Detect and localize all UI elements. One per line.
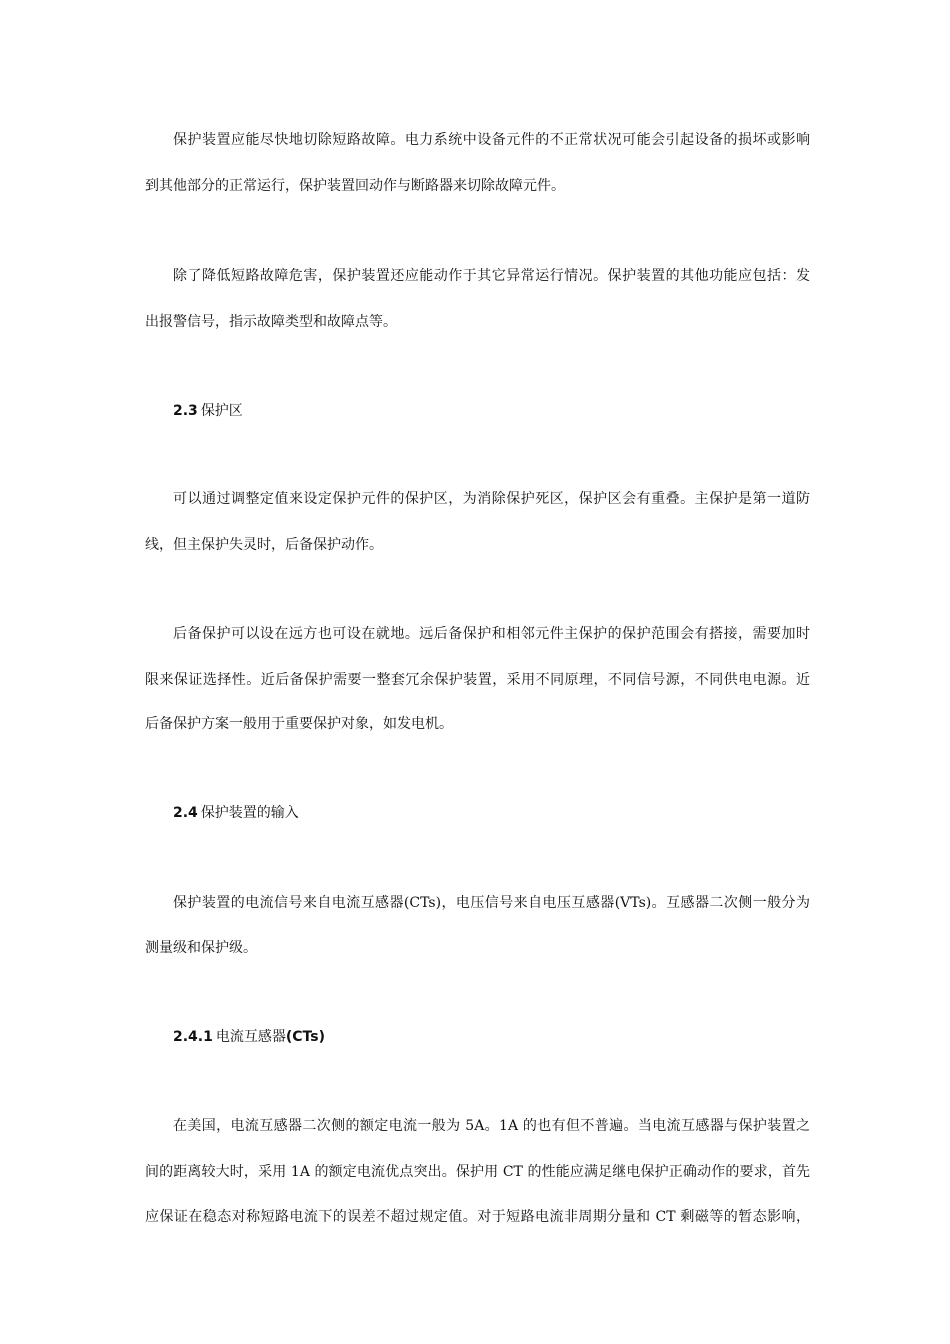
heading-title: 保护区 — [200, 403, 243, 419]
section-heading-2-4-1 — [173, 1027, 325, 1047]
paragraph-4-line-1: 后备保护可以设在远方也可设在就地。远后备保护和相邻元件主保护的保护范围会有搭接，需要加时 — [173, 626, 810, 642]
paragraph-5-line-2: 测量级和保护级。 — [145, 940, 257, 956]
heading-title-suffix: (CTs) — [285, 1029, 325, 1045]
paragraph-6-line-3: 应保证在稳态对称短路电流下的误差不超过规定值。对于短路电流非周期分量和 CT 剩磁等的暂态影响， — [145, 1209, 810, 1225]
paragraph-1-line-1: 保护装置应能尽快地切除短路故障。电力系统中设备元件的不正常状况可能会引起设备的损坏或影响 — [173, 132, 810, 148]
heading-title — [216, 1029, 325, 1045]
paragraph-3-line-1: 可以通过调整定值来设定保护元件的保护区，为消除保护死区，保护区会有重叠。主保护是第一道防 — [173, 491, 810, 507]
paragraph-4-line-2: 限来保证选择性。近后备保护需要一整套冗余保护装置，采用不同原理，不同信号源，不同供电电源。近 — [145, 672, 810, 688]
paragraph-4-line-3: 后备保护方案一般用于重要保护对象，如发电机。 — [145, 716, 453, 732]
heading-title: 保护装置的输入 — [200, 805, 299, 821]
paragraph-1-line-2: 到其他部分的正常运行，保护装置回动作与断路器来切除故障元件。 — [145, 178, 565, 194]
heading-number: 2.3 — [173, 403, 198, 419]
paragraph-2-line-2: 出报警信号，指示故障类型和故障点等。 — [145, 314, 397, 330]
paragraph-6-line-2: 间的距离较大时，采用 1A 的额定电流优点突出。保护用 CT 的性能应满足继电保护正确动作的要求，首先 — [145, 1164, 810, 1180]
paragraph-2-line-1: 除了降低短路故障危害，保护装置还应能动作于其它异常运行情况。保护装置的其他功能应包括：发 — [173, 268, 810, 284]
section-heading-2-4 — [173, 803, 299, 823]
paragraph-5-line-1: 保护装置的电流信号来自电流互感器(CTs)，电压信号来自电压互感器(VTs)。互感器二次侧一般分为 — [173, 895, 810, 911]
paragraph-3-line-2: 线，但主保护失灵时，后备保护动作。 — [145, 537, 383, 553]
paragraph-6-line-1: 在美国，电流互感器二次侧的额定电流一般为 5A。1A 的也有但不普遍。当电流互感器与保护装置之 — [173, 1118, 810, 1134]
heading-title-text: 电流互感器 — [215, 1029, 286, 1045]
heading-number: 2.4 — [173, 805, 198, 821]
heading-number: 2.4.1 — [173, 1029, 213, 1045]
section-heading-2-3 — [173, 401, 243, 421]
